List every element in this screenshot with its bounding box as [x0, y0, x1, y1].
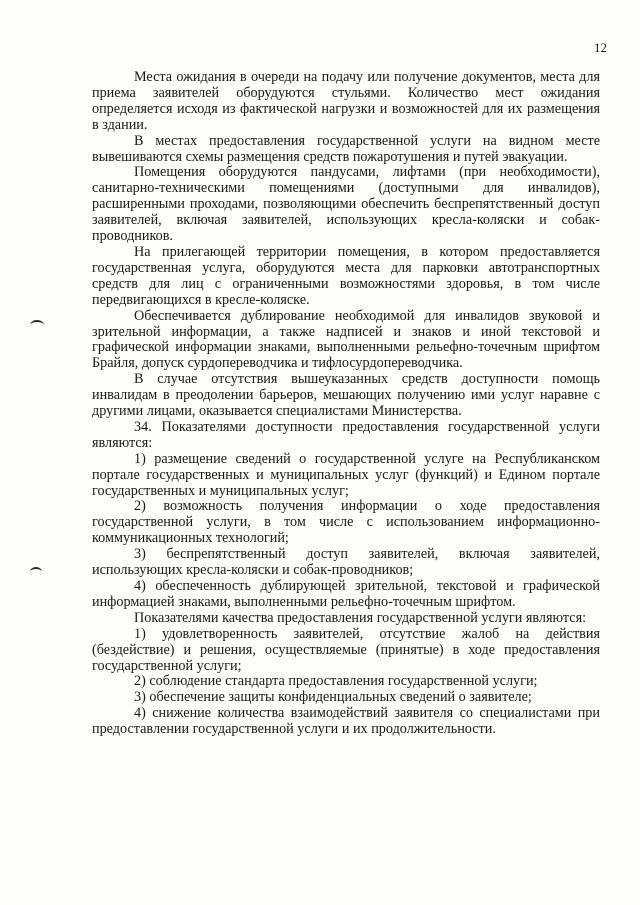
list-item-quality-3: 3) обеспечение защиты конфиденциальных сведений о заявителе; — [134, 689, 532, 706]
list-item-accessibility-4: 4) обеспеченность дублирующей зрительной, текстовой и графической информацией знаками, выполненными рельефно-точечным шрифтом. — [92, 578, 600, 610]
list-item-accessibility-2: 2) возможность получения информации о ходе предоставления государственной услуги, в том числе с использованием информационно-коммуникационных технологий; — [92, 498, 600, 547]
list-item-quality-4: 4) снижение количества взаимодействий заявителя со специалистами при предоставлении государственной услуги и их продолжительности. — [92, 705, 600, 738]
paragraph-evacuation-schemes: В местах предоставления государственной услуги на видном месте вывешиваются схемы размещения средств пожаротушения и путей эвакуации. — [92, 132, 600, 165]
margin-mark — [30, 320, 44, 330]
paragraph-assistance: В случае отсутствия вышеуказанных средств доступности помощь инвалидам в преодолении барьеров, мешающих получению ими услуг наравне с другими лицами, оказывается специалистами Министерства. — [92, 371, 600, 420]
paragraph-waiting-places: Места ожидания в очереди на подачу или получение документов, места для приема заявителей оборудуются стульями. Количество мест ожидания определяется исходя из фактической нагрузки и возможностей для их размещения в здании. — [92, 69, 600, 133]
list-item-quality-2: 2) соблюдение стандарта предоставления государственной услуги; — [134, 673, 538, 690]
list-item-accessibility-3: 3) беспрепятственный доступ заявителей, включая заявителей, использующих кресла-коляски и собак-проводников; — [92, 546, 600, 579]
paragraph-quality-indicators: Показателями качества предоставления государственной услуги являются: — [134, 609, 587, 626]
paragraph-accessibility-indicators: 34. Показателями доступности предоставления государственной услуги являются: — [92, 418, 600, 451]
list-item-quality-1: 1) удовлетворенность заявителей, отсутствие жалоб на действия (бездействие) и решения, осуществляемые (принятые) в ходе предоставления государственной услуги; — [92, 625, 600, 674]
paragraph-parking: На прилегающей территории помещения, в котором предоставляется государственная услуга, оборудуются места для парковки автотранспортных средств для лиц с ограниченными возможностями здоровья, в том числе передвигающихся в кресле-коляске. — [92, 243, 600, 308]
list-item-accessibility-1: 1) размещение сведений о государственной услуге на Республиканском портале государственных и муниципальных услуг (функций) и Едином портале государственных и муниципальных услуг; — [92, 450, 600, 499]
paragraph-premises-equipment: Помещения оборудуются пандусами, лифтами (при необходимости), санитарно-техническими помещениями (доступными для инвалидов), расширенными проходами, позволяющими обеспечить беспрепятственный доступ заявителей, включая заявителей, использующих кресла-коляски и собак-проводников. — [92, 164, 600, 245]
document-body — [92, 70, 600, 738]
page-number: 12 — [594, 40, 607, 55]
paragraph-braille-duplication: Обеспечивается дублирование необходимой для инвалидов звуковой и зрительной информации, а также надписей и знаков и иной текстовой и графической информации знаками, выполненными рельефно-точечным шрифтом Брайля, допуск сурдопереводчика и тифлосурдопереводчика. — [92, 307, 600, 372]
margin-mark — [30, 567, 42, 577]
